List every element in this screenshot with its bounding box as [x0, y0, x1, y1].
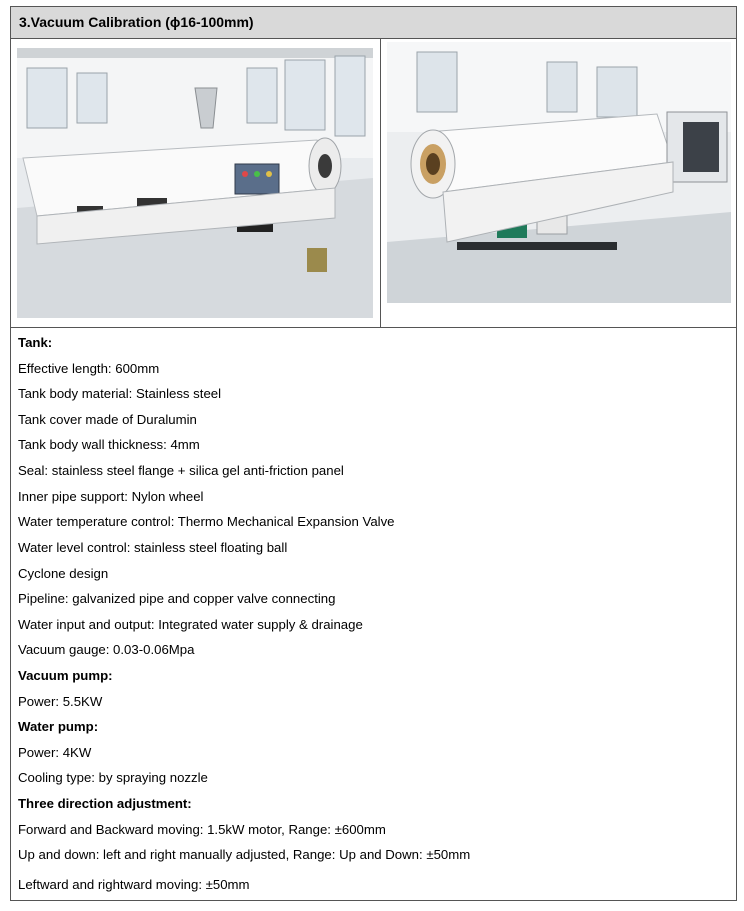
- spec-seal: Seal: stainless steel flange + silica gel anti-friction panel: [18, 463, 344, 478]
- spec-inner-support: Inner pipe support: Nylon wheel: [18, 489, 204, 504]
- photo-row: [11, 39, 736, 328]
- spec-water-pump-power: Power: 4KW: [18, 745, 92, 760]
- section-title: 3.Vacuum Calibration (ϕ16-100mm): [19, 14, 254, 30]
- spec-body-material: Tank body material: Stainless steel: [18, 386, 222, 401]
- tank-heading: Tank:: [18, 335, 53, 350]
- spec-sheet: [10, 6, 737, 901]
- spec-wall-thickness: Tank body wall thickness: 4mm: [18, 437, 200, 452]
- spec-cover: Tank cover made of Duralumin: [18, 412, 197, 427]
- spec-level-control: Water level control: stainless steel floating ball: [18, 540, 288, 555]
- spec-cooling-type: Cooling type: by spraying nozzle: [18, 770, 208, 785]
- photo-divider: [380, 39, 381, 327]
- spec-up-down: Up and down: left and right manually adjusted, Range: Up and Down: ±50mm: [18, 847, 471, 862]
- spec-effective-length: Effective length: 600mm: [18, 361, 160, 376]
- spec-left-right: Leftward and rightward moving: ±50mm: [18, 877, 250, 892]
- spec-vacuum-gauge: Vacuum gauge: 0.03-0.06Mpa: [18, 642, 195, 657]
- spec-pipeline: Pipeline: galvanized pipe and copper valve connecting: [18, 591, 336, 606]
- spec-forward-backward: Forward and Backward moving: 1.5kW motor, Range: ±600mm: [18, 822, 386, 837]
- water-pump-heading: Water pump:: [18, 719, 99, 734]
- machine-photo-front-view: [387, 42, 731, 303]
- vacuum-pump-heading: Vacuum pump:: [18, 668, 113, 683]
- spec-vacuum-pump-power: Power: 5.5KW: [18, 694, 103, 709]
- machine-photo-side-view: [17, 48, 373, 318]
- spec-water-io: Water input and output: Integrated water supply & drainage: [18, 617, 363, 632]
- spec-cyclone: Cyclone design: [18, 566, 109, 581]
- adjustment-heading: Three direction adjustment:: [18, 796, 192, 811]
- section-header: [11, 7, 736, 39]
- spec-temperature-control: Water temperature control: Thermo Mechanical Expansion Valve: [18, 514, 395, 529]
